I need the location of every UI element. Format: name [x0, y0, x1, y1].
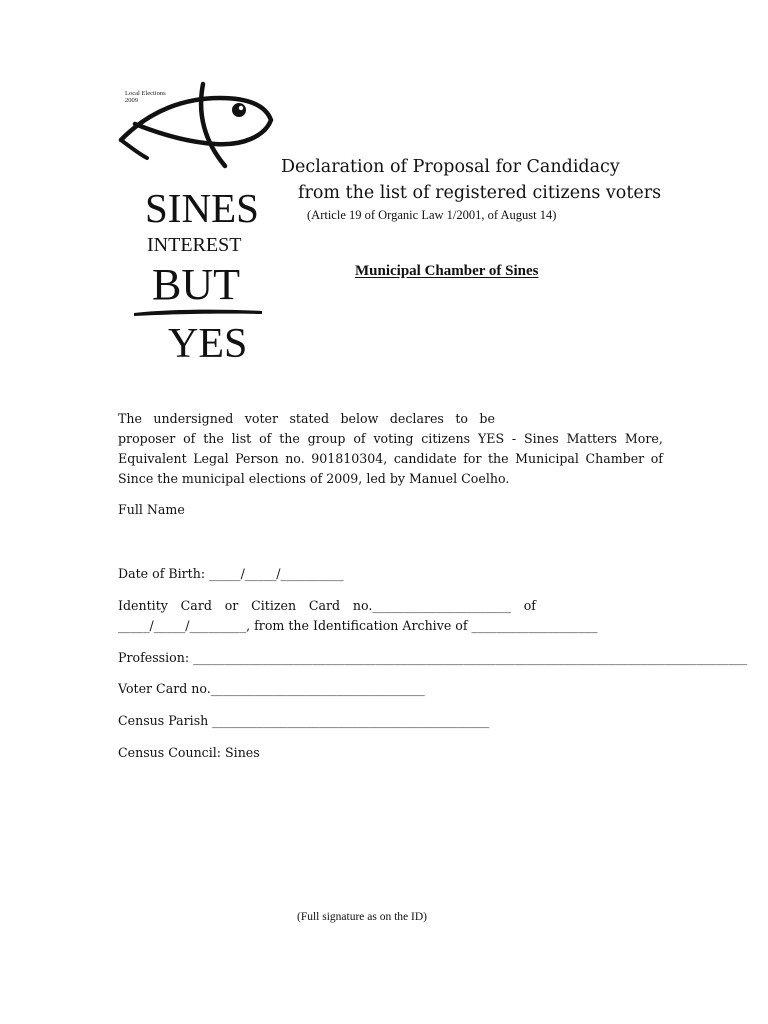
full-name-field[interactable]: Full Name — [118, 502, 185, 517]
word: stated — [289, 411, 330, 426]
fish-logo-icon — [115, 80, 275, 170]
census-parish-field[interactable]: Census Parish ____________________________________________ — [118, 713, 490, 728]
signature-note: (Full signature as on the ID) — [297, 911, 427, 923]
word: YES — [477, 431, 505, 446]
voter-card-field[interactable]: Voter Card no.__________________________________ — [118, 681, 425, 696]
word: the — [487, 451, 509, 466]
word: be — [479, 411, 495, 426]
chamber-heading: Municipal Chamber of Sines — [355, 263, 539, 279]
word: no. — [285, 451, 305, 466]
word: below — [340, 411, 379, 426]
document-title-line2: from the list of registered citizens voters — [298, 183, 662, 203]
word: or — [224, 598, 239, 613]
identity-card-field[interactable] — [118, 596, 536, 616]
word: - — [511, 431, 517, 446]
word: proposer — [118, 431, 176, 446]
logo-brush-stroke — [132, 304, 264, 318]
word: to — [455, 411, 468, 426]
word: undersigned — [153, 411, 234, 426]
logo-caption-line1: Local Elections — [125, 90, 166, 97]
word: of — [259, 431, 272, 446]
document-title-line1: Declaration of Proposal for Candidacy — [281, 157, 620, 177]
word: Person — [235, 451, 279, 466]
declaration-line2 — [118, 429, 663, 449]
word: citizens — [421, 431, 471, 446]
word: of — [183, 431, 196, 446]
census-council-field: Census Council: Sines — [118, 745, 260, 760]
word: Card — [180, 598, 212, 613]
word: Citizen — [251, 598, 297, 613]
declaration-line4: Since the municipal elections of 2009, led by Manuel Coelho. — [118, 471, 510, 486]
logo-word-yes: YES — [168, 321, 248, 367]
word: Municipal — [515, 451, 579, 466]
word: Matters — [566, 431, 618, 446]
word: Equivalent — [118, 451, 187, 466]
logo-word-interest: INTEREST — [147, 234, 242, 256]
word: The — [118, 411, 142, 426]
word: group — [307, 431, 346, 446]
declaration-paragraph — [118, 409, 663, 489]
word: More, — [624, 431, 663, 446]
word: Card — [308, 598, 341, 613]
word: Chamber — [585, 451, 645, 466]
word: the — [203, 431, 224, 446]
legal-reference: (Article 19 of Organic Law 1/2001, of August 14) — [307, 208, 557, 222]
identity-card-date-field[interactable]: _____/_____/_________, from the Identification Archive of ____________________ — [118, 618, 598, 633]
word: of — [523, 598, 536, 613]
date-of-birth-field[interactable]: Date of Birth: _____/_____/__________ — [118, 566, 344, 581]
word: declares — [389, 411, 444, 426]
word: voting — [373, 431, 414, 446]
profession-field[interactable]: Profession: ________________________________________________________________________________________ — [118, 650, 748, 665]
logo-word-sines: SINES — [145, 185, 259, 231]
declaration-line3 — [118, 449, 663, 469]
word: 901810304, — [311, 451, 388, 466]
word: Identity — [118, 598, 168, 613]
word: of — [650, 451, 663, 466]
word: of — [353, 431, 366, 446]
word: no.______________________ — [352, 598, 511, 613]
word: Legal — [193, 451, 229, 466]
logo-caption-line2: 2009 — [125, 97, 138, 104]
logo-word-but: BUT — [152, 260, 240, 309]
word: voter — [244, 411, 279, 426]
word: list — [231, 431, 252, 446]
word: for — [463, 451, 482, 466]
declaration-line1 — [118, 409, 495, 429]
word: candidate — [393, 451, 457, 466]
word: the — [279, 431, 300, 446]
word: Sines — [524, 431, 559, 446]
